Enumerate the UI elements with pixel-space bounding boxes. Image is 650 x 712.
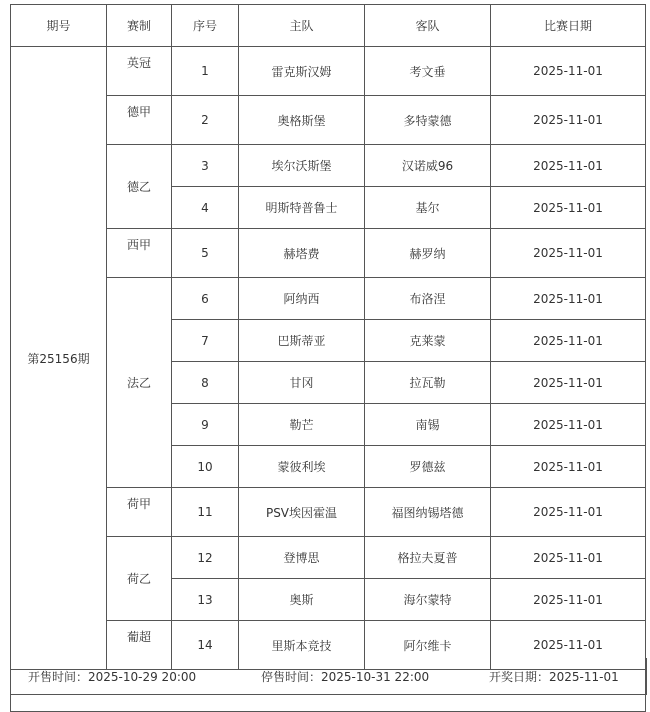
match-number: 2 — [172, 96, 239, 145]
match-number: 5 — [172, 229, 239, 278]
away-team: 海尔蒙特 — [365, 579, 491, 621]
table-row — [11, 229, 646, 278]
league-cell: 荷甲 — [107, 488, 172, 537]
match-table — [10, 4, 646, 712]
away-team: 拉瓦勒 — [365, 362, 491, 404]
home-team: 登博思 — [239, 537, 365, 579]
table-row — [11, 537, 646, 579]
match-date: 2025-11-01 — [491, 145, 646, 187]
home-team: 阿纳西 — [239, 278, 365, 320]
match-date: 2025-11-01 — [491, 488, 646, 537]
match-date: 2025-11-01 — [491, 47, 646, 96]
away-team: 罗德兹 — [365, 446, 491, 488]
home-team: 巴斯蒂亚 — [239, 320, 365, 362]
away-team: 基尔 — [365, 187, 491, 229]
match-schedule-sheet — [10, 4, 645, 712]
away-team: 考文垂 — [365, 47, 491, 96]
sale-info-footer — [10, 658, 647, 695]
match-date: 2025-11-01 — [491, 229, 646, 278]
league-cell: 法乙 — [107, 278, 172, 488]
away-team: 克莱蒙 — [365, 320, 491, 362]
match-number: 3 — [172, 145, 239, 187]
table-row — [11, 47, 646, 96]
home-team: PSV埃因霍温 — [239, 488, 365, 537]
table-row — [11, 96, 646, 145]
away-team: 福图纳锡塔德 — [365, 488, 491, 537]
league-cell: 英冠 — [107, 47, 172, 96]
header-league: 赛制 — [107, 5, 172, 47]
league-cell: 德乙 — [107, 145, 172, 229]
match-date: 2025-11-01 — [491, 187, 646, 229]
home-team: 蒙彼利埃 — [239, 446, 365, 488]
match-date: 2025-11-01 — [491, 621, 646, 670]
home-team: 埃尔沃斯堡 — [239, 145, 365, 187]
match-number: 6 — [172, 278, 239, 320]
header-date: 比赛日期 — [491, 5, 646, 47]
match-date: 2025-11-01 — [491, 96, 646, 145]
sale-stop-time: 停售时间：2025-10-31 22:00 — [261, 670, 430, 684]
match-number: 8 — [172, 362, 239, 404]
away-team: 布洛涅 — [365, 278, 491, 320]
match-date: 2025-11-01 — [491, 278, 646, 320]
match-number: 11 — [172, 488, 239, 537]
match-date: 2025-11-01 — [491, 446, 646, 488]
sale-open-time: 开售时间：2025-10-29 20:00 — [28, 670, 197, 684]
match-date: 2025-11-01 — [491, 537, 646, 579]
home-team: 奥斯 — [239, 579, 365, 621]
match-number: 14 — [172, 621, 239, 670]
table-row — [11, 278, 646, 320]
match-number: 7 — [172, 320, 239, 362]
away-team: 阿尔维卡 — [365, 621, 491, 670]
away-team: 格拉夫夏普 — [365, 537, 491, 579]
home-team: 甘冈 — [239, 362, 365, 404]
home-team: 雷克斯汉姆 — [239, 47, 365, 96]
league-cell: 荷乙 — [107, 537, 172, 621]
away-team: 多特蒙德 — [365, 96, 491, 145]
match-date: 2025-11-01 — [491, 320, 646, 362]
header-row — [11, 5, 646, 47]
league-cell: 葡超 — [107, 621, 172, 670]
match-number: 10 — [172, 446, 239, 488]
league-cell: 德甲 — [107, 96, 172, 145]
header-number: 序号 — [172, 5, 239, 47]
issue-cell: 第25156期 — [11, 47, 107, 670]
match-number: 12 — [172, 537, 239, 579]
home-team: 勒芒 — [239, 404, 365, 446]
match-number: 4 — [172, 187, 239, 229]
match-date: 2025-11-01 — [491, 579, 646, 621]
home-team: 赫塔费 — [239, 229, 365, 278]
match-number: 9 — [172, 404, 239, 446]
header-home: 主队 — [239, 5, 365, 47]
header-issue: 期号 — [11, 5, 107, 47]
home-team: 奥格斯堡 — [239, 96, 365, 145]
home-team: 明斯特普鲁士 — [239, 187, 365, 229]
header-away: 客队 — [365, 5, 491, 47]
table-row — [11, 488, 646, 537]
away-team: 赫罗纳 — [365, 229, 491, 278]
away-team: 汉诺威96 — [365, 145, 491, 187]
table-row — [11, 145, 646, 187]
draw-date: 开奖日期：2025-11-01 — [489, 670, 619, 684]
league-cell: 西甲 — [107, 229, 172, 278]
match-date: 2025-11-01 — [491, 404, 646, 446]
match-number: 13 — [172, 579, 239, 621]
home-team: 里斯本竞技 — [239, 621, 365, 670]
match-number: 1 — [172, 47, 239, 96]
away-team: 南锡 — [365, 404, 491, 446]
match-date: 2025-11-01 — [491, 362, 646, 404]
